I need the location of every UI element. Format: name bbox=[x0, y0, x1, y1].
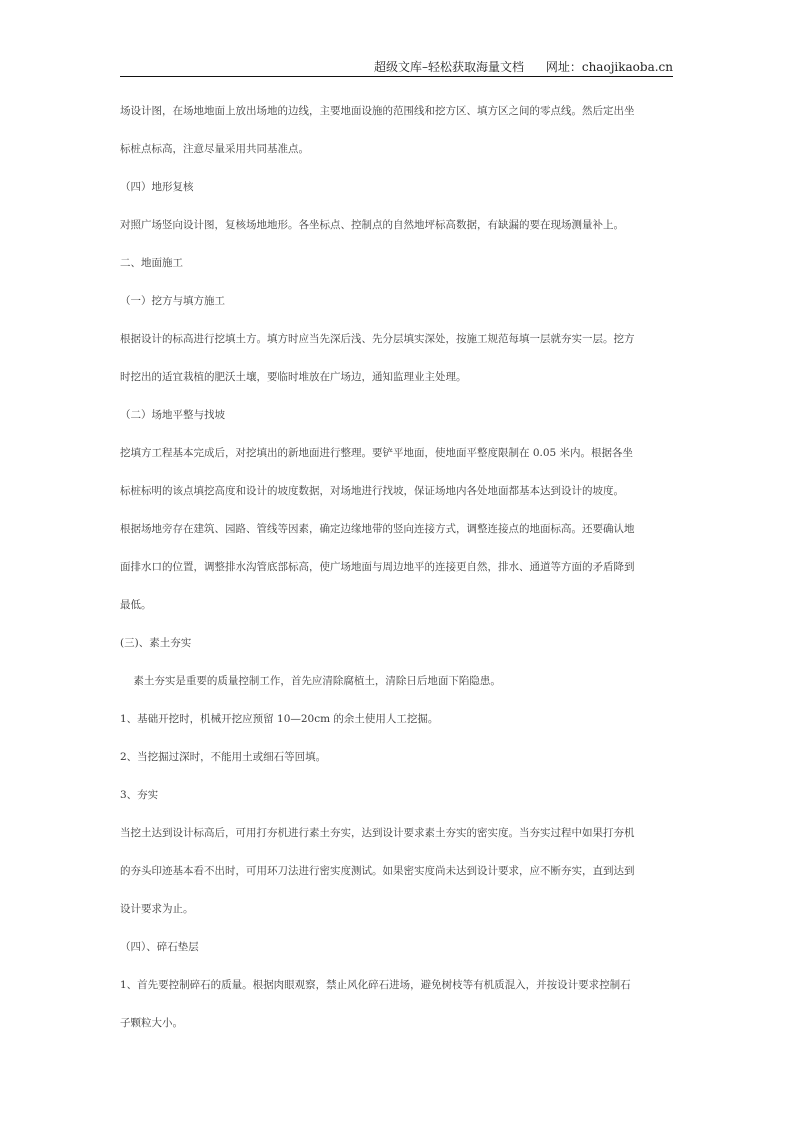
paragraph-line: 挖填方工程基本完成后，对挖填出的新地面进行整理。要铲平地面，使地面平整度限制在 0.05 米内。根据各坐 bbox=[120, 447, 634, 459]
site-url: 网址：chaojikaoba.cn bbox=[545, 60, 673, 74]
paragraph-line: 根据场地旁存在建筑、园路、管线等因素，确定边缘地带的竖向连接方式，调整连接点的地面标高。还要确认地 bbox=[120, 523, 635, 535]
list-item: 1、首先要控制碎石的质量。根据肉眼观察，禁止风化碎石进场，避免树枝等有机质混入，并按设计要求控制石 bbox=[120, 979, 631, 991]
site-title: 超级文库–轻松获取海量文档 bbox=[374, 60, 525, 74]
section-heading: (三)、素土夯实 bbox=[120, 637, 192, 649]
paragraph-line: 标桩点标高，注意尽量采用共同基准点。 bbox=[120, 143, 309, 155]
page-header bbox=[120, 58, 673, 77]
list-item: 2、当挖掘过深时，不能用土或细石等回填。 bbox=[120, 751, 327, 763]
section-heading: （二）场地平整与找坡 bbox=[120, 409, 225, 421]
paragraph-line: 当挖土达到设计标高后，可用打夯机进行素土夯实，达到设计要求素土夯实的密实度。当夯实过程中如果打夯机 bbox=[120, 827, 635, 839]
paragraph-line: 最低。 bbox=[120, 599, 152, 611]
paragraph-line: 素土夯实是重要的质量控制工作，首先应清除腐植土，清除日后地面下陷隐患。 bbox=[120, 675, 501, 687]
paragraph-line: 设计要求为止。 bbox=[120, 903, 194, 915]
section-heading: （四）地形复核 bbox=[120, 181, 194, 193]
section-heading: （四）、碎石垫层 bbox=[120, 941, 199, 953]
list-item: 1、基础开挖时，机械开挖应预留 10—20cm 的余土使用人工挖掘。 bbox=[120, 713, 439, 725]
paragraph-line: 场设计图，在场地地面上放出场地的边线，主要地面设施的范围线和挖方区、填方区之间的零点线。然后定出坐 bbox=[120, 105, 635, 117]
section-heading: 二、地面施工 bbox=[120, 257, 183, 269]
section-heading: （一）挖方与填方施工 bbox=[120, 295, 225, 307]
list-item: 3、夯实 bbox=[120, 789, 159, 801]
paragraph-line: 子颗粒大小。 bbox=[120, 1017, 183, 1029]
paragraph-line: 时挖出的适宜栽植的肥沃土壤，要临时堆放在广场边，通知监理业主处理。 bbox=[120, 371, 467, 383]
paragraph-line: 根据设计的标高进行挖填土方。填方时应当先深后浅、先分层填实深处，按施工规范每填一层就夯实一层。挖方 bbox=[120, 333, 635, 345]
paragraph-line: 的夯头印迹基本看不出时，可用环刀法进行密实度测试。如果密实度尚未达到设计要求，应不断夯实，直到达到 bbox=[120, 865, 635, 877]
paragraph-line: 对照广场竖向设计图，复核场地地形。各坐标点、控制点的自然地坪标高数据，有缺漏的要在现场测量补上。 bbox=[120, 219, 624, 231]
paragraph-line: 标桩标明的该点填挖高度和设计的坡度数据，对场地进行找坡，保证场地内各处地面都基本达到设计的坡度。 bbox=[120, 485, 624, 497]
paragraph-line: 面排水口的位置，调整排水沟管底部标高，使广场地面与周边地平的连接更自然，排水、通道等方面的矛盾降到 bbox=[120, 561, 635, 573]
